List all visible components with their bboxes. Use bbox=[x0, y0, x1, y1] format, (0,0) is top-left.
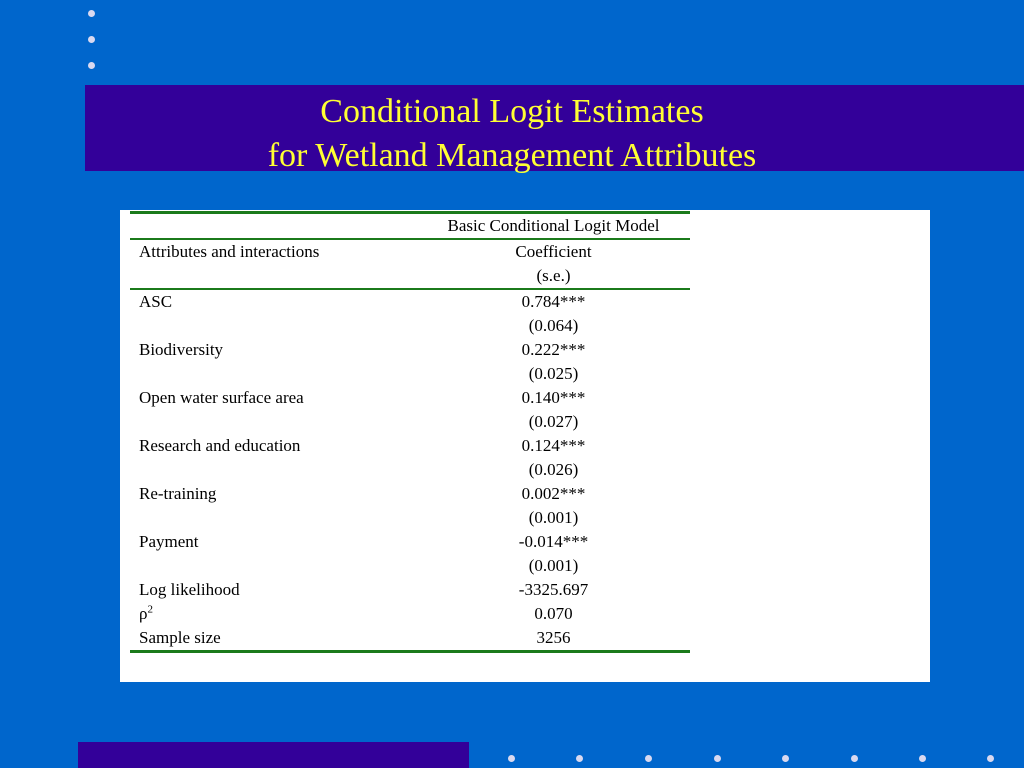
bullet-dot bbox=[714, 755, 721, 762]
stat-label: Sample size bbox=[130, 626, 417, 652]
slide-title bbox=[85, 90, 939, 178]
coefficient-header: Coefficient bbox=[515, 242, 592, 261]
bullet-dot bbox=[782, 755, 789, 762]
bottom-band bbox=[78, 742, 469, 768]
table-row bbox=[130, 338, 690, 386]
se-value: (0.026) bbox=[528, 460, 579, 479]
table-row bbox=[130, 482, 690, 530]
attributes-header: Attributes and interactions bbox=[130, 239, 417, 289]
bullet-dot bbox=[88, 62, 95, 69]
stats-row bbox=[130, 578, 690, 602]
coefficient-value: 0.784*** bbox=[521, 292, 586, 311]
table-panel bbox=[120, 210, 930, 682]
bullet-dot bbox=[508, 755, 515, 762]
rho-superscript: 2 bbox=[147, 603, 153, 616]
stats-row bbox=[130, 626, 690, 652]
stat-value: 3256 bbox=[417, 626, 690, 652]
row-label: Biodiversity bbox=[139, 340, 224, 359]
coefficient-value: 0.124*** bbox=[521, 436, 586, 455]
stat-value: -3325.697 bbox=[518, 580, 589, 599]
row-label: Payment bbox=[139, 532, 199, 551]
table-row bbox=[130, 386, 690, 434]
stat-label: Log likelihood bbox=[139, 580, 240, 599]
se-value: (0.025) bbox=[528, 364, 579, 383]
bullet-dot bbox=[987, 755, 994, 762]
bullet-dot bbox=[919, 755, 926, 762]
table-row bbox=[130, 530, 690, 578]
bullet-dot bbox=[88, 10, 95, 17]
se-value: (0.001) bbox=[528, 556, 579, 575]
results-table bbox=[130, 211, 690, 653]
stat-value: 0.070 bbox=[534, 604, 573, 623]
table-row bbox=[130, 434, 690, 482]
table-row bbox=[130, 289, 690, 338]
bullet-dot bbox=[645, 755, 652, 762]
bullet-dot bbox=[88, 36, 95, 43]
row-label: Open water surface area bbox=[139, 388, 304, 407]
se-value: (0.027) bbox=[528, 412, 579, 431]
se-header: (s.e.) bbox=[536, 266, 571, 285]
title-line-2: for Wetland Management Attributes bbox=[267, 137, 757, 174]
decorative-dots-top bbox=[88, 10, 100, 88]
coefficient-value: 0.222*** bbox=[521, 340, 586, 359]
row-label: ASC bbox=[139, 292, 173, 311]
coefficient-value: 0.140*** bbox=[521, 388, 586, 407]
se-value: (0.064) bbox=[528, 316, 579, 335]
stat-label bbox=[130, 602, 417, 626]
bullet-dot bbox=[851, 755, 858, 762]
table-header-row bbox=[130, 213, 690, 240]
coefficient-value: -0.014*** bbox=[518, 532, 589, 551]
row-label: Re-training bbox=[139, 484, 217, 503]
title-line-1: Conditional Logit Estimates bbox=[320, 93, 704, 130]
column-header-row bbox=[130, 239, 690, 289]
rho-symbol: ρ bbox=[139, 604, 148, 623]
model-header: Basic Conditional Logit Model bbox=[417, 213, 690, 240]
coefficient-value: 0.002*** bbox=[521, 484, 586, 503]
stats-row bbox=[130, 602, 690, 626]
se-value: (0.001) bbox=[528, 508, 579, 527]
bullet-dot bbox=[576, 755, 583, 762]
row-label: Research and education bbox=[139, 436, 301, 455]
